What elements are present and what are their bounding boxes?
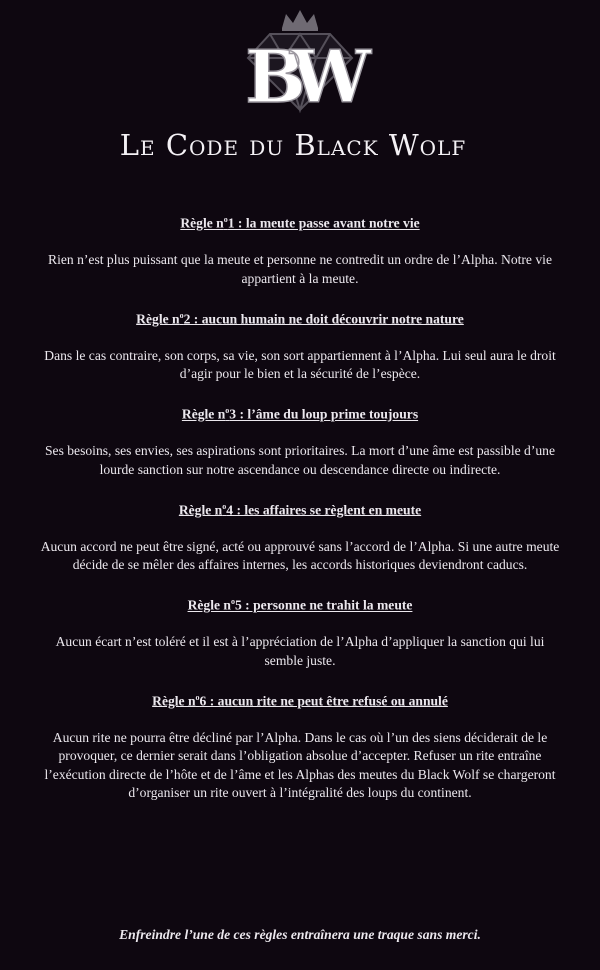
rule-item [40, 402, 560, 479]
rule-heading: Règle $n^o4$ : les affaires se règlent en meute [178, 501, 422, 518]
rules-list [40, 211, 560, 821]
crown-icon [282, 10, 318, 31]
rule-heading: Règle $n^o1$ : la meute passe avant notre vie [180, 215, 420, 231]
rule-text: Rien n’est plus puissant que la meute et personne ne contredit un ordre de l’Alpha. Notre vie appartient à la meute. [48, 252, 552, 286]
warning-footer: Enfreindre l’une de ces règles entraînera une traque sans merci. [119, 926, 481, 942]
rule-heading: Règle $n^o3$ : l’âme du loup prime toujours [181, 406, 419, 422]
rule-item [40, 593, 560, 670]
page-title: Le Code du Black Wolf [119, 128, 467, 162]
rule-text: Ses besoins, ses envies, ses aspirations sont prioritaires. La mort d’une âme est passible d’une lourde sanction sur notre ascendance ou descendance directe ou indirecte. [44, 443, 556, 477]
rule-heading: Règle $n^o2$ : aucun humain ne doit découvrir notre nature [136, 310, 464, 327]
rule-item [40, 689, 560, 803]
rule-item [40, 307, 560, 384]
rule-heading: Règle $n^o5$ : personne ne trahit la meute [187, 597, 413, 613]
rule-heading: Règle $n^o6$ : aucun rite ne peut être refusé ou annulé [152, 692, 448, 709]
rule-text: Dans le cas contraire, son corps, sa vie, son sort appartiennent à l’Alpha. Lui seul aura le droit d’agir pour le bien et la sécurité de l’espèce. [44, 347, 556, 382]
rule-item [40, 498, 560, 575]
black-wolf-logo [220, 6, 380, 118]
rule-text: Aucun rite ne pourra être décliné par l’Alpha. Dans le cas où l’un des siens déciderait de le provoquer, ce dernier serait dans l’obligation absolue d’accepter. Refuser un rite entraîne l’exécution directe de l’hôte et de l’âme et les Alphas des meutes du Black Wolf se chargeront d’organiser un rite ouvert à l’intégralité des loups du continent. [44, 729, 556, 801]
rule-item [40, 211, 560, 288]
rule-text: Aucun écart n’est toléré et il est à l’appréciation de l’Alpha d’appliquer la sanction qui lui semble juste. [55, 634, 545, 668]
rule-text: Aucun accord ne peut être signé, acté ou approuvé sans l’accord de l’Alpha. Si une autre meute décide de se mêler des affaires internes, les accords historiques deviendront caducs. [40, 538, 560, 573]
logo-monogram: BW [245, 34, 355, 118]
